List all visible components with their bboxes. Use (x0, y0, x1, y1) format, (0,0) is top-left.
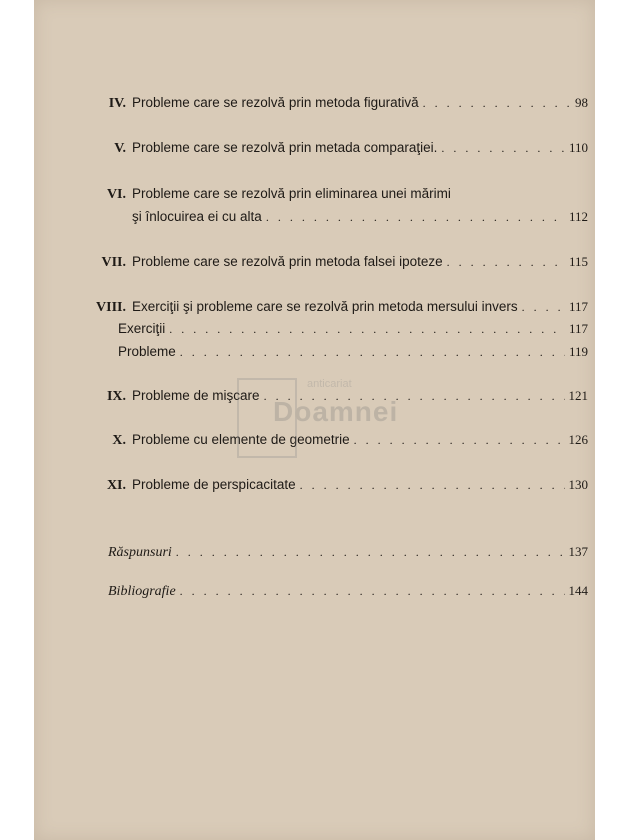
leader-dots (176, 543, 565, 561)
leader-dots (522, 298, 565, 316)
toc-entry (80, 139, 588, 158)
toc-entry-bibliography (108, 582, 588, 601)
leader-dots (300, 476, 565, 494)
subentry-title: Exerciţii (118, 321, 166, 336)
chapter-title: Probleme care se rezolvă prin eliminarea unei mărimi (132, 186, 451, 201)
leader-dots (447, 253, 565, 271)
subentry-title: Probleme (118, 344, 176, 359)
page-number: 126 (568, 432, 588, 447)
chapter-title: Probleme de perspicacitate (132, 477, 296, 492)
answers-title: Răspunsuri (108, 545, 172, 560)
toc-entry (80, 387, 588, 406)
chapter-numeral: XI. (106, 478, 126, 493)
chapter-numeral: IX. (106, 389, 126, 404)
toc-entry-continuation (132, 208, 588, 226)
chapter-numeral: VI. (106, 187, 126, 202)
leader-dots (169, 320, 565, 338)
chapter-numeral: IV. (108, 96, 126, 111)
chapter-title-line2: şi înlocuirea ei cu alta (132, 209, 262, 224)
book-page (34, 0, 595, 840)
toc-entry (80, 476, 588, 495)
leader-dots (354, 431, 565, 449)
watermark-text: Doamnei (273, 396, 399, 427)
chapter-numeral: VIII. (96, 300, 126, 315)
chapter-title: Probleme care se rezolvă prin metada comparaţiei. (132, 140, 438, 155)
toc-subentry (118, 343, 588, 361)
chapter-title: Probleme care se rezolvă prin metoda figurativă (132, 95, 419, 110)
page-number: 98 (575, 95, 588, 110)
page-number: 119 (568, 344, 588, 359)
page-number: 117 (568, 299, 588, 314)
chapter-numeral: VII. (101, 255, 126, 270)
chapter-numeral: X. (112, 433, 126, 448)
chapter-title: Probleme cu elemente de geometrie (132, 432, 350, 447)
leader-dots (441, 139, 565, 157)
page-number: 115 (568, 254, 588, 269)
page-number: 121 (568, 388, 588, 403)
leader-dots (180, 343, 565, 361)
leader-dots (266, 208, 565, 226)
page-number: 112 (568, 209, 588, 224)
page-number: 130 (568, 477, 588, 492)
leader-dots (423, 94, 571, 112)
chapter-title: Exerciţii şi probleme care se rezolvă prin metoda mersului invers (132, 299, 518, 314)
leader-dots (180, 582, 565, 600)
page-number: 137 (568, 544, 588, 559)
watermark-small-text: anticariat (307, 378, 352, 390)
toc-entry-answers (108, 543, 588, 562)
page-number: 144 (568, 583, 588, 598)
toc-entry (80, 431, 588, 450)
chapter-numeral: V. (114, 141, 126, 156)
leader-dots (264, 387, 565, 405)
chapter-title: Probleme de mişcare (132, 388, 260, 403)
page-number: 117 (568, 321, 588, 336)
bibliography-title: Bibliografie (108, 584, 176, 599)
page-number: 110 (568, 140, 588, 155)
toc-entry (80, 298, 588, 317)
toc-entry (80, 94, 588, 113)
toc-entry (80, 253, 588, 272)
toc-entry (80, 185, 588, 204)
chapter-title: Probleme care se rezolvă prin metoda falsei ipoteze (132, 254, 443, 269)
toc-subentry (118, 320, 588, 338)
